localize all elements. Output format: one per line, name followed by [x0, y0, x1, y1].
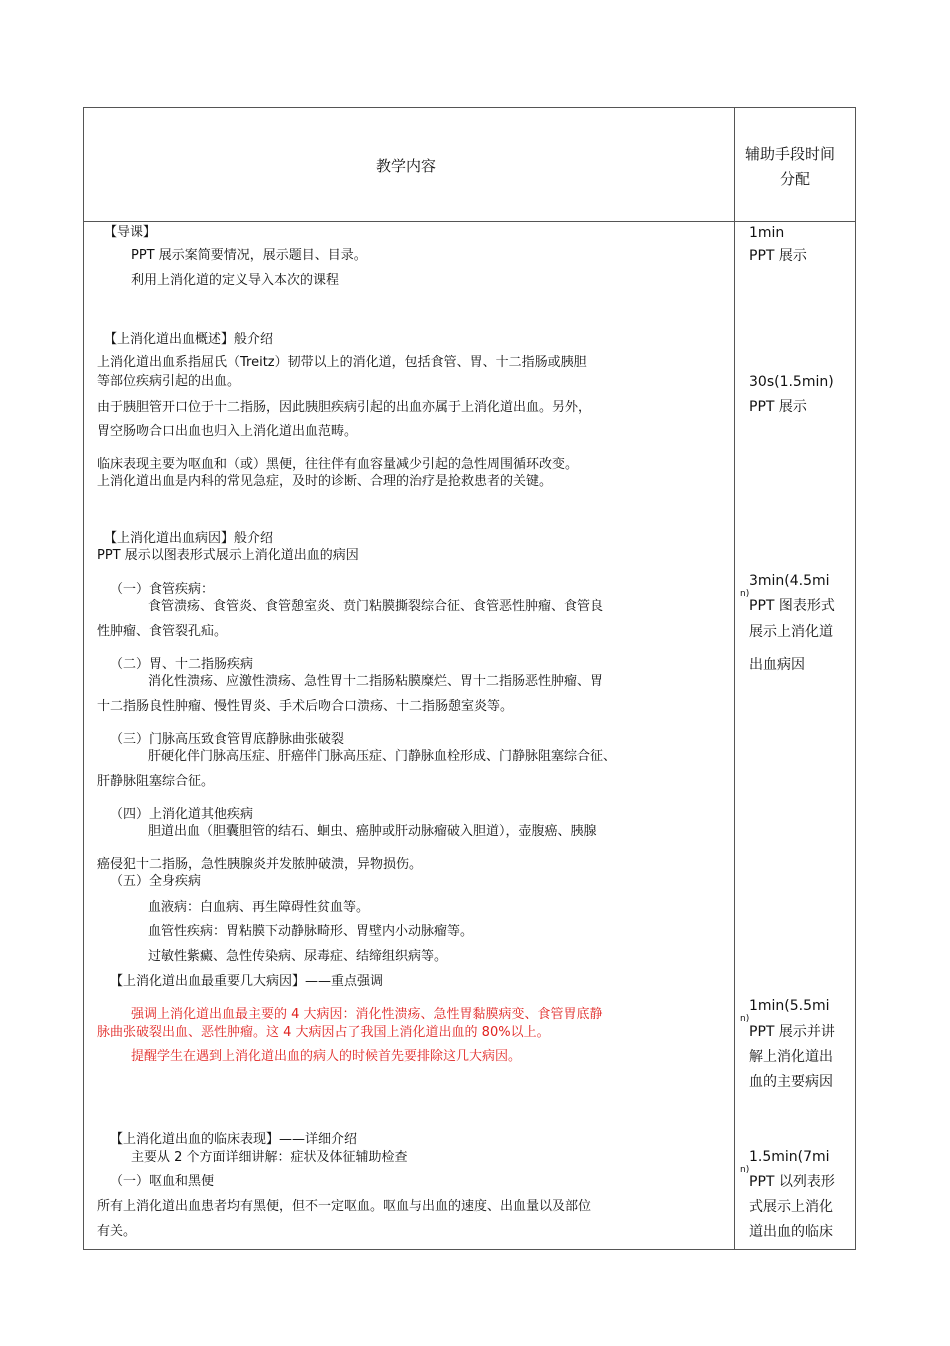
header-aux-label-line2: 分配: [780, 170, 811, 188]
cause-1-line: 性肿瘤、食管裂孔疝。: [97, 624, 228, 639]
time-allocation-wrap: n): [740, 1165, 750, 1175]
key-causes-reminder: 提醒学生在遇到上消化道出血的病人的时候首先要排除这几大病因。: [131, 1049, 522, 1064]
time-allocation: 1min(5.5mi: [749, 998, 830, 1014]
header-content-label: 教学内容: [376, 157, 437, 175]
cause-2-title: （二）胃、十二指肠疾病: [110, 657, 254, 672]
overview-line: 临床表现主要为呕血和（或）黑便，往往伴有血容量减少引起的急性周围循环改变。: [97, 457, 579, 472]
aux-tool: 道出血的临床: [749, 1224, 833, 1240]
aux-tool: 展示上消化道: [749, 624, 833, 640]
cause-1-title: （一）食管疾病：: [110, 582, 215, 597]
cause-5-line: 血管性疾病：胃粘膜下动静脉畸形、胃壁内小动脉瘤等。: [148, 924, 474, 939]
intro-title: 【导课】: [104, 225, 157, 240]
clinical-1-title: （一）呕血和黑便: [110, 1174, 215, 1189]
time-allocation: 1min: [749, 225, 785, 241]
time-allocation-wrap: n): [740, 1014, 750, 1024]
aux-tool: PPT 以列表形: [749, 1174, 835, 1190]
cause-5-title: （五）全身疾病: [110, 874, 202, 889]
aux-tool: 血的主要病因: [749, 1074, 833, 1090]
aux-tool: 出血病因: [749, 657, 805, 673]
cause-3-title: （三）门脉高压致食管胃底静脉曲张破裂: [110, 732, 345, 747]
clinical-intro: 主要从 2 个方面详细讲解：症状及体征辅助检查: [131, 1150, 408, 1165]
cause-5-line: 血液病：白血病、再生障碍性贫血等。: [148, 900, 370, 915]
cause-1-line: 食管溃疡、食管炎、食管憩室炎、贲门粘膜撕裂综合征、食管恶性肿瘤、食管良: [148, 599, 604, 614]
cause-3-line: 肝静脉阻塞综合征。: [97, 774, 215, 789]
aux-tool: PPT 展示: [749, 399, 807, 415]
overview-line: 胃空肠吻合口出血也归入上消化道出血范畴。: [97, 424, 358, 439]
clinical-1-line: 有关。: [97, 1224, 137, 1239]
cause-5-line: 过敏性紫癜、急性传染病、尿毒症、结缔组织病等。: [148, 949, 448, 964]
time-allocation: 3min(4.5mi: [749, 573, 830, 589]
cause-2-line: 消化性溃疡、应激性溃疡、急性胃十二指肠粘膜糜烂、胃十二指肠恶性肿瘤、胃: [148, 674, 604, 689]
aux-tool: 式展示上消化: [749, 1199, 833, 1215]
aux-tool: PPT 展示: [749, 248, 807, 264]
column-divider: [734, 107, 735, 1250]
cause-title: 【上消化道出血病因】般介绍: [104, 531, 274, 546]
overview-line: 上消化道出血是内科的常见急症，及时的诊断、合理的治疗是抢救患者的关键。: [97, 474, 553, 489]
aux-tool: PPT 展示并讲: [749, 1024, 835, 1040]
intro-line: PPT 展示案简要情况，展示题目、目录。: [131, 248, 367, 263]
key-causes-line: 强调上消化道出血最主要的 4 大病因：消化性溃疡、急性胃黏膜病变、食管胃底静: [131, 1007, 603, 1022]
clinical-title: 【上消化道出血的临床表现】——详细介绍: [110, 1132, 358, 1147]
cause-4-line: 癌侵犯十二指肠，急性胰腺炎并发脓肿破溃，异物损伤。: [97, 857, 423, 872]
aux-tool: PPT 图表形式: [749, 598, 835, 614]
cause-intro: PPT 展示以图表形式展示上消化道出血的病因: [97, 548, 359, 563]
overview-line: 由于胰胆管开口位于十二指肠，因此胰胆疾病引起的出血亦属于上消化道出血。另外，: [97, 400, 592, 415]
key-causes-line: 脉曲张破裂出血、恶性肿瘤。这 4 大病因占了我国上消化道出血的 80%以上。: [97, 1025, 550, 1040]
cause-4-title: （四）上消化道其他疾病: [110, 807, 254, 822]
key-causes-title: 【上消化道出血最重要几大病因】——重点强调: [110, 974, 384, 989]
clinical-1-line: 所有上消化道出血患者均有黑便，但不一定呕血。呕血与出血的速度、出血量以及部位: [97, 1199, 592, 1214]
time-allocation: 30s(1.5min): [749, 374, 834, 390]
cause-4-line: 胆道出血（胆囊胆管的结石、蛔虫、癌肿或肝动脉瘤破入胆道），壶腹癌、胰腺: [148, 824, 597, 839]
cause-3-line: 肝硬化伴门脉高压症、肝癌伴门脉高压症、门静脉血栓形成、门静脉阻塞综合征、: [148, 749, 617, 764]
aux-tool: 解上消化道出: [749, 1049, 833, 1065]
overview-line: 上消化道出血系指屈氏（Treitz）韧带以上的消化道，包括食管、胃、十二指肠或胰胆: [97, 355, 587, 370]
time-allocation: 1.5min(7mi: [749, 1149, 830, 1165]
cause-2-line: 十二指肠良性肿瘤、慢性胃炎、手术后吻合口溃疡、十二指肠憩室炎等。: [97, 699, 514, 714]
time-allocation-wrap: n): [740, 589, 750, 599]
header-divider: [83, 221, 856, 222]
overview-line: 等部位疾病引起的出血。: [97, 374, 241, 389]
intro-line: 利用上消化道的定义导入本次的课程: [131, 273, 340, 288]
overview-title: 【上消化道出血概述】般介绍: [104, 332, 274, 347]
header-aux-label-line1: 辅助手段时间: [745, 145, 836, 163]
